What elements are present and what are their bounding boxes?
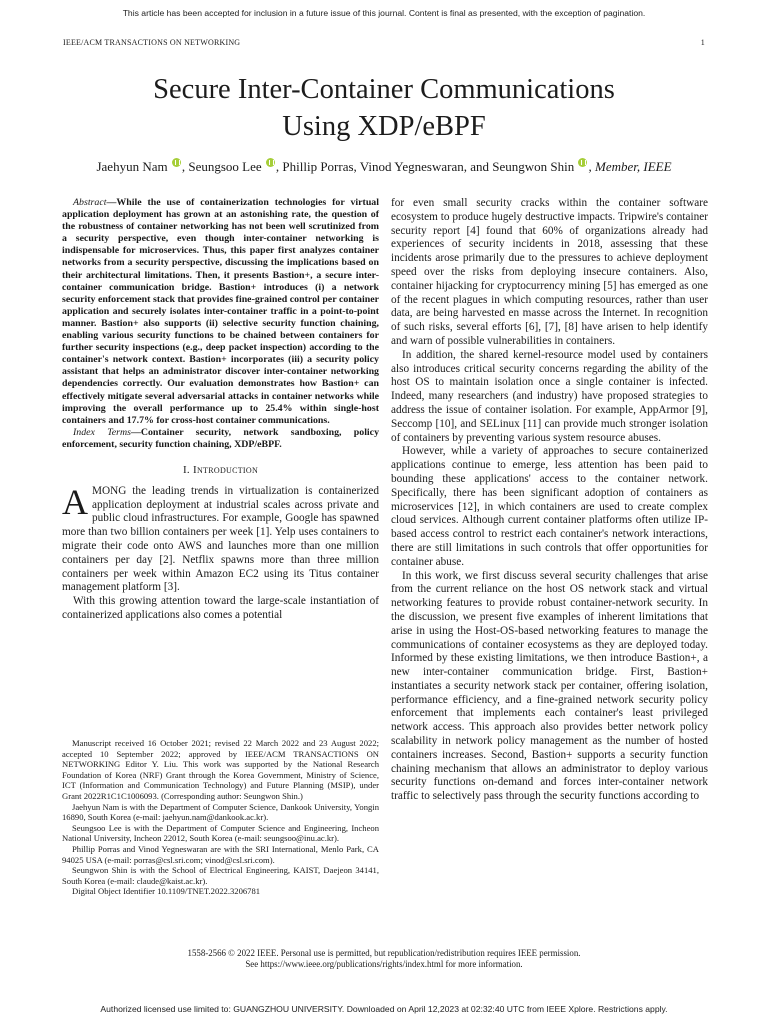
right-column <box>391 197 708 804</box>
copyright-line-1: 1558-2566 © 2022 IEEE. Personal use is permitted, but republication/redistribution requires IEEE permission. <box>187 948 581 958</box>
intro-text-1: the leading trends in virtualization is containerized application deployment at industrial scales across private and public cloud infrastructures. For example, Google has spawned more than two billion containers per week [1]. Yelp uses containers to migrate their code onto AWS and launches more than one million containers per day [2]. Netflix spawns more than three million containers per week within Amazon EC2 using its Titus container management platform [3]. <box>62 484 379 594</box>
body-paragraph-3: However, while a variety of approaches to secure containerized applications continue to emerge, less attention has been paid to bounding these applications' access to the container network. Specifically, there has been significant adoption of containers as microservices [12], in which containers are used to create complex cloud services. Although current container platforms often utilize IP-based access control to restrict each container's network interactions, there are still limitations in such controls that offer opportunities for container abuse. <box>391 445 708 568</box>
journal-name: IEEE/ACM TRANSACTIONS ON NETWORKING <box>63 38 241 47</box>
index-terms-text: —Container security, network sandboxing, policy enforcement, security function chaining, XDP/eBPF. <box>62 426 380 450</box>
section-heading: I. Introduction <box>182 463 259 476</box>
body-paragraph-2: In addition, the shared kernel-resource model used by containers also introduces critical security concerns regarding the ability of the host OS to maintain isolation once a single container is infected. Indeed, many researchers (and industry) have proposed strategies to address the issue of container isolation. For example, AppArmor [9], Seccomp [10], and SELinux [11] can provide much stronger isolation of containers by preventing various system resource abuses. <box>391 348 708 444</box>
abstract <box>62 197 379 427</box>
author-membership: , Member, IEEE <box>588 159 672 174</box>
index-terms-label: Index Terms <box>73 426 131 438</box>
intro-paragraph-1 <box>62 481 379 595</box>
abstract-label: Abstract <box>73 197 107 208</box>
footnote-author-2: Seungsoo Lee is with the Department of Computer Science and Engineering, Incheon National University, Incheon 22012, South Korea (e-mail: seungsoo@inu.ac.kr). <box>62 822 379 844</box>
intro-paragraph-2: With this growing attention toward the large-scale instantiation of containerized applications also comes a potential <box>62 595 379 621</box>
license-notice: Authorized licensed use limited to: GUANGZHOU UNIVERSITY. Downloaded on April 12,2023 at 02:32:40 UTC from IEEE Xplore. Restrictions apply. <box>100 1004 668 1014</box>
author-2: Seungsoo Lee <box>188 159 262 174</box>
body-paragraph-4: In this work, we first discuss several security challenges that arise from the current reliance on the host OS network stack and virtual networking features to provide robust container-network security. In the discussion, we present five examples of inherent limitations that arise in using the Host-OS-based networking features to manage the communications of container ecosystems as they are deployed today. Informed by these existing limitations, we then introduce Bastion+, a new inter-container communication bridge. First, Bastion+ instantiates a security network stack per container, offering isolation, performance efficiency, and a fine-grained network security policy enforcement that implements each container's least privileged network access. This approach also provides better network policy scalability in network policy management as the number of hosted containers increases. Second, Bastion+ supports a security function chaining mechanism that allows an administrator to deploy various security functions on-demand and forces inter-container network traffic to selectively pass through the security functions according to <box>391 569 708 803</box>
footnote-authors-3-4: Phillip Porras and Vinod Yegneswaran are with the SRI International, Menlo Park, CA 94025 USA (e-mail: porras@csl.sri.com; vinod@csl.sri.com). <box>62 843 379 865</box>
index-terms <box>62 427 379 451</box>
drop-cap: A <box>62 481 88 522</box>
page-number: 1 <box>700 38 705 47</box>
orcid-icon[interactable] <box>266 158 275 167</box>
copyright-notice <box>0 948 768 970</box>
body-paragraph-1: for even small security cracks within the container software ecosystem to produce hugely destructive impacts. Tripwire's container security report [4] found that 60% of organizations already had experiences of security incidents in 2018, assessing that these incidents arose primarily due to the pressures to achieve deployment speed over the risks from deploying insecure containers. Also, container hijacking for cryptocurrency mining [5] has emerged as one of the recent plagues in which computing resources, rather than user data, are being harvested en masse across the Internet. In recognition of such risks, several efforts [6], [7], [8] have arisen to help identify and warn of possible vulnerabilities in containers. <box>391 197 708 347</box>
footnote-manuscript: Manuscript received 16 October 2021; revised 22 March 2022 and 23 August 2022; accepted 10 September 2022; approved by IEEE/ACM TRANSACTIONS ON NETWORKING Editor Y. Liu. This work was supported by the National Research Foundation of Korea (NRF) Grant through the Korea Government, Ministry of Science, ICT (Information and Communication Technology) and Future Planning (MSIP), under Grant 2022R1C1C1006093. (Corresponding author: Seungwon Shin.) <box>62 738 379 801</box>
acceptance-notice: This article has been accepted for inclusion in a future issue of this journal. Content is final as presented, with the exception of pagination. <box>122 8 646 18</box>
intro-lead-word: MONG <box>92 484 127 497</box>
abstract-text: —While the use of containerization technologies for virtual application deployment has grown at an astonishing rate, the question of the robustness of container networking has not been well scrutinized from a security perspective, even though inter-container networking is indispensable for microservices. Thus, this paper first analyzes container networks from a security perspective, discussing the implications based on their architectural limitations. Then, it presents Bastion+, a secure inter-container communication bridge. Bastion+ introduces (i) a network security enforcement stack that provides fine-grained control per container application and securely isolates inter-container traffic in a point-to-point manner. Bastion+ also supports (ii) selective security function chaining, enabling various security functions to be chained between containers for further security inspections (e.g., deep packet inspection) according to the container's network context. Bastion+ incorporates (iii) a security policy assistant that helps an administrator discover inter-container networking dependencies correctly. Our evaluation demonstrates how Bastion+ can effectively mitigate several adversarial attacks in container networks while improving the overall performance up to 25.4% within single-host containers and 17.7% for cross-host container communications. <box>62 197 379 426</box>
orcid-icon[interactable] <box>578 158 587 167</box>
running-head <box>63 38 705 47</box>
title-line-2: Using XDP/eBPF <box>282 111 486 142</box>
title-line-1: Secure Inter-Container Communications <box>153 74 615 105</box>
footnotes <box>62 738 379 897</box>
author-list: Jaehyun Nam , Seungsoo Lee , Phillip Porras, Vinod Yegneswaran, and Seungwon Shin , Member, IEEE <box>96 159 672 174</box>
footnote-author-1: Jaehyun Nam is with the Department of Computer Science, Dankook University, Yongin 16890, South Korea (e-mail: jaehyun.nam@dankook.ac.kr). <box>62 801 379 823</box>
author-3: Phillip Porras, Vinod Yegneswaran, and Seungwon Shin <box>282 159 575 174</box>
author-1: Jaehyun Nam <box>96 159 168 174</box>
footnote-author-5: Seungwon Shin is with the School of Electrical Engineering, KAIST, Daejeon 34141, South Korea (e-mail: claude@kaist.ac.kr). <box>62 865 379 886</box>
left-column <box>62 197 379 623</box>
footnote-doi: Digital Object Identifier 10.1109/TNET.2022.3206781 <box>72 886 261 897</box>
orcid-icon[interactable] <box>172 158 181 167</box>
paper-title <box>0 71 768 145</box>
copyright-line-2: See https://www.ieee.org/publications/rights/index.html for more information. <box>245 959 523 969</box>
